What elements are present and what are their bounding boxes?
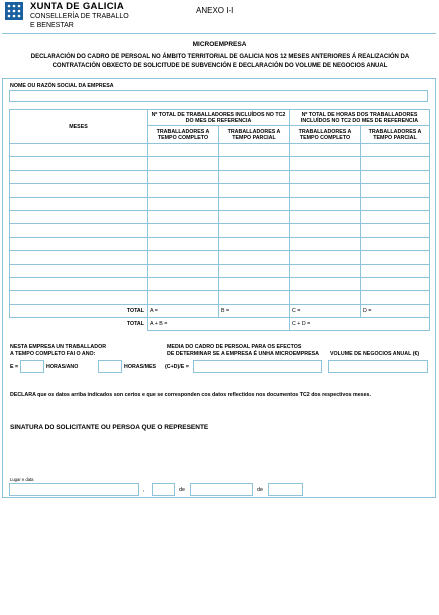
input-cell[interactable]: [361, 224, 430, 237]
table-row: [10, 264, 430, 277]
declaration-title: DECLARACIÓN DO CADRO DE PERSOAL NO ÁMBITO TERRITORIAL DE GALICIA NOS 12 MESES ANTERIORES Á REALIZACIÓN DA CONTRATACIÓN OBXECTO DE SOLICITUDE DE SUBVENCIÓN E DECLARACIÓN DO VOLUME DE NEGOCIOS ANUAL: [30, 54, 410, 69]
average-label-2: DE DETERMINAR SE A EMPRESA É UNHA MICROEMPRESA: [167, 351, 319, 357]
input-cell[interactable]: [290, 224, 361, 237]
input-cell[interactable]: [148, 224, 219, 237]
input-cell[interactable]: [361, 184, 430, 197]
input-cell[interactable]: [219, 170, 290, 183]
turnover-field[interactable]: [328, 360, 428, 373]
workers-full-time-header: TRABALLADORES A TEMPO COMPLETO: [148, 126, 219, 144]
month-cell[interactable]: [10, 170, 148, 183]
input-cell[interactable]: [148, 184, 219, 197]
fulltime-label-2: A TEMPO COMPLETO FAI O ANO:: [10, 351, 96, 357]
total-c-field[interactable]: C =: [290, 304, 361, 317]
xunta-logo-icon: [5, 2, 23, 20]
place-date-label: Lugar e data: [10, 477, 34, 482]
input-cell[interactable]: [290, 197, 361, 210]
input-cell[interactable]: [290, 210, 361, 223]
input-cell[interactable]: [148, 251, 219, 264]
month-cell[interactable]: [10, 197, 148, 210]
average-field[interactable]: [193, 360, 322, 373]
hours-part-time-header: TRABALLADORES A TEMPO PARCIAL: [361, 126, 430, 144]
hours-group-header: Nº TOTAL DE HORAS DOS TRABALLADORES INCLUÍDOS NO TC2 DO MES DE REFERENCIA: [290, 110, 430, 126]
brand-name: XUNTA DE GALICIA: [30, 1, 124, 12]
input-cell[interactable]: [219, 157, 290, 170]
total-b-field[interactable]: B =: [219, 304, 290, 317]
month-cell[interactable]: [10, 277, 148, 290]
average-label-1: MEDIA DO CADRO DE PERSOAL PARA OS EFECTOS: [167, 344, 302, 350]
input-cell[interactable]: [290, 277, 361, 290]
place-field[interactable]: [9, 483, 139, 496]
input-cell[interactable]: [361, 277, 430, 290]
input-cell[interactable]: [290, 251, 361, 264]
input-cell[interactable]: [148, 144, 219, 157]
input-cell[interactable]: [148, 170, 219, 183]
input-cell[interactable]: [148, 264, 219, 277]
input-cell[interactable]: [219, 277, 290, 290]
input-cell[interactable]: [219, 197, 290, 210]
table-row: [10, 237, 430, 250]
sum-cd-field[interactable]: C + D =: [290, 317, 430, 330]
monthly-staff-table: [9, 109, 430, 331]
month-cell[interactable]: [10, 251, 148, 264]
input-cell[interactable]: [290, 291, 361, 304]
workers-group-header: Nº TOTAL DE TRABALLADORES INCLUÍDOS NO TC2 DO MES DE REFERENCIA: [148, 110, 290, 126]
input-cell[interactable]: [290, 170, 361, 183]
input-cell[interactable]: [361, 264, 430, 277]
input-cell[interactable]: [148, 197, 219, 210]
table-row: [10, 210, 430, 223]
table-row: [10, 251, 430, 264]
month-cell[interactable]: [10, 291, 148, 304]
input-cell[interactable]: [361, 144, 430, 157]
comma-separator: ,: [143, 487, 145, 493]
table-row: [10, 197, 430, 210]
de-separator-2: de: [257, 487, 263, 493]
sum-total-label: TOTAL: [126, 320, 144, 327]
input-cell[interactable]: [361, 237, 430, 250]
table-row: [10, 277, 430, 290]
sum-ab-field[interactable]: A + B =: [148, 317, 290, 330]
declaration-text: DECLARA que os datos arriba indicados son certos e que se corresponden cos datos reflectidos nos documentos TC2 dos respectivos meses.: [10, 392, 371, 398]
total-a-field[interactable]: A =: [148, 304, 219, 317]
table-row: [10, 170, 430, 183]
months-header: MESES: [10, 110, 148, 144]
input-cell[interactable]: [361, 170, 430, 183]
input-cell[interactable]: [219, 251, 290, 264]
input-cell[interactable]: [219, 210, 290, 223]
department-line-1: CONSELLERÍA DE TRABALLO: [30, 13, 129, 20]
company-name-field[interactable]: [9, 90, 428, 102]
month-cell[interactable]: [10, 210, 148, 223]
input-cell[interactable]: [148, 277, 219, 290]
input-cell[interactable]: [219, 224, 290, 237]
input-cell[interactable]: [219, 237, 290, 250]
table-row: [10, 291, 430, 304]
input-cell[interactable]: [148, 237, 219, 250]
hours-year-field[interactable]: [20, 360, 44, 373]
de-separator-1: de: [179, 487, 185, 493]
hours-month-field[interactable]: [98, 360, 122, 373]
table-row: [10, 157, 430, 170]
total-label: TOTAL: [10, 304, 148, 317]
month-cell[interactable]: [10, 184, 148, 197]
workers-part-time-header: TRABALLADORES A TEMPO PARCIAL: [219, 126, 290, 144]
input-cell[interactable]: [290, 184, 361, 197]
input-cell[interactable]: [148, 157, 219, 170]
company-name-label: NOME OU RAZÓN SOCIAL DA EMPRESA: [10, 83, 114, 89]
input-cell[interactable]: [361, 197, 430, 210]
input-cell[interactable]: [290, 157, 361, 170]
annex-label: ANEXO I-I: [196, 6, 234, 15]
table-row: [10, 144, 430, 157]
total-d-field[interactable]: D =: [361, 304, 430, 317]
input-cell[interactable]: [361, 210, 430, 223]
year-field[interactable]: [268, 483, 303, 496]
total-row: [10, 304, 430, 317]
turnover-label: VOLUME DE NEGOCIOS ANUAL (€): [330, 351, 420, 357]
form-title: MICROEMPRESA: [192, 41, 247, 48]
input-cell[interactable]: [361, 157, 430, 170]
table-row: [10, 184, 430, 197]
input-cell[interactable]: [148, 291, 219, 304]
month-cell[interactable]: [10, 224, 148, 237]
input-cell[interactable]: [219, 144, 290, 157]
input-cell[interactable]: [361, 251, 430, 264]
hours-full-time-header: TRABALLADORES A TEMPO COMPLETO: [290, 126, 361, 144]
month-cell[interactable]: [10, 237, 148, 250]
header-divider: [2, 33, 436, 34]
input-cell[interactable]: [148, 210, 219, 223]
input-cell[interactable]: [361, 291, 430, 304]
month-cell[interactable]: [10, 144, 148, 157]
input-cell[interactable]: [290, 264, 361, 277]
month-field[interactable]: [190, 483, 253, 496]
signature-label: SINATURA DO SOLICITANTE OU PERSOA QUE O REPRESENTE: [10, 424, 209, 431]
month-cell[interactable]: [10, 157, 148, 170]
table-row: [10, 224, 430, 237]
input-cell[interactable]: [219, 184, 290, 197]
e-label: E =: [10, 364, 19, 370]
input-cell[interactable]: [219, 291, 290, 304]
hours-month-unit: HORAS/MES: [124, 364, 157, 370]
input-cell[interactable]: [219, 264, 290, 277]
day-field[interactable]: [152, 483, 175, 496]
month-cell[interactable]: [10, 264, 148, 277]
input-cell[interactable]: [290, 237, 361, 250]
input-cell[interactable]: [290, 144, 361, 157]
sum-row: [10, 317, 430, 330]
average-formula: (C+D)/E =: [165, 364, 189, 370]
hours-year-unit: HORAS/ANO: [46, 364, 79, 370]
department-line-2: E BENESTAR: [30, 22, 74, 29]
fulltime-label-1: NESTA EMPRESA UN TRABALLADOR: [10, 344, 107, 350]
